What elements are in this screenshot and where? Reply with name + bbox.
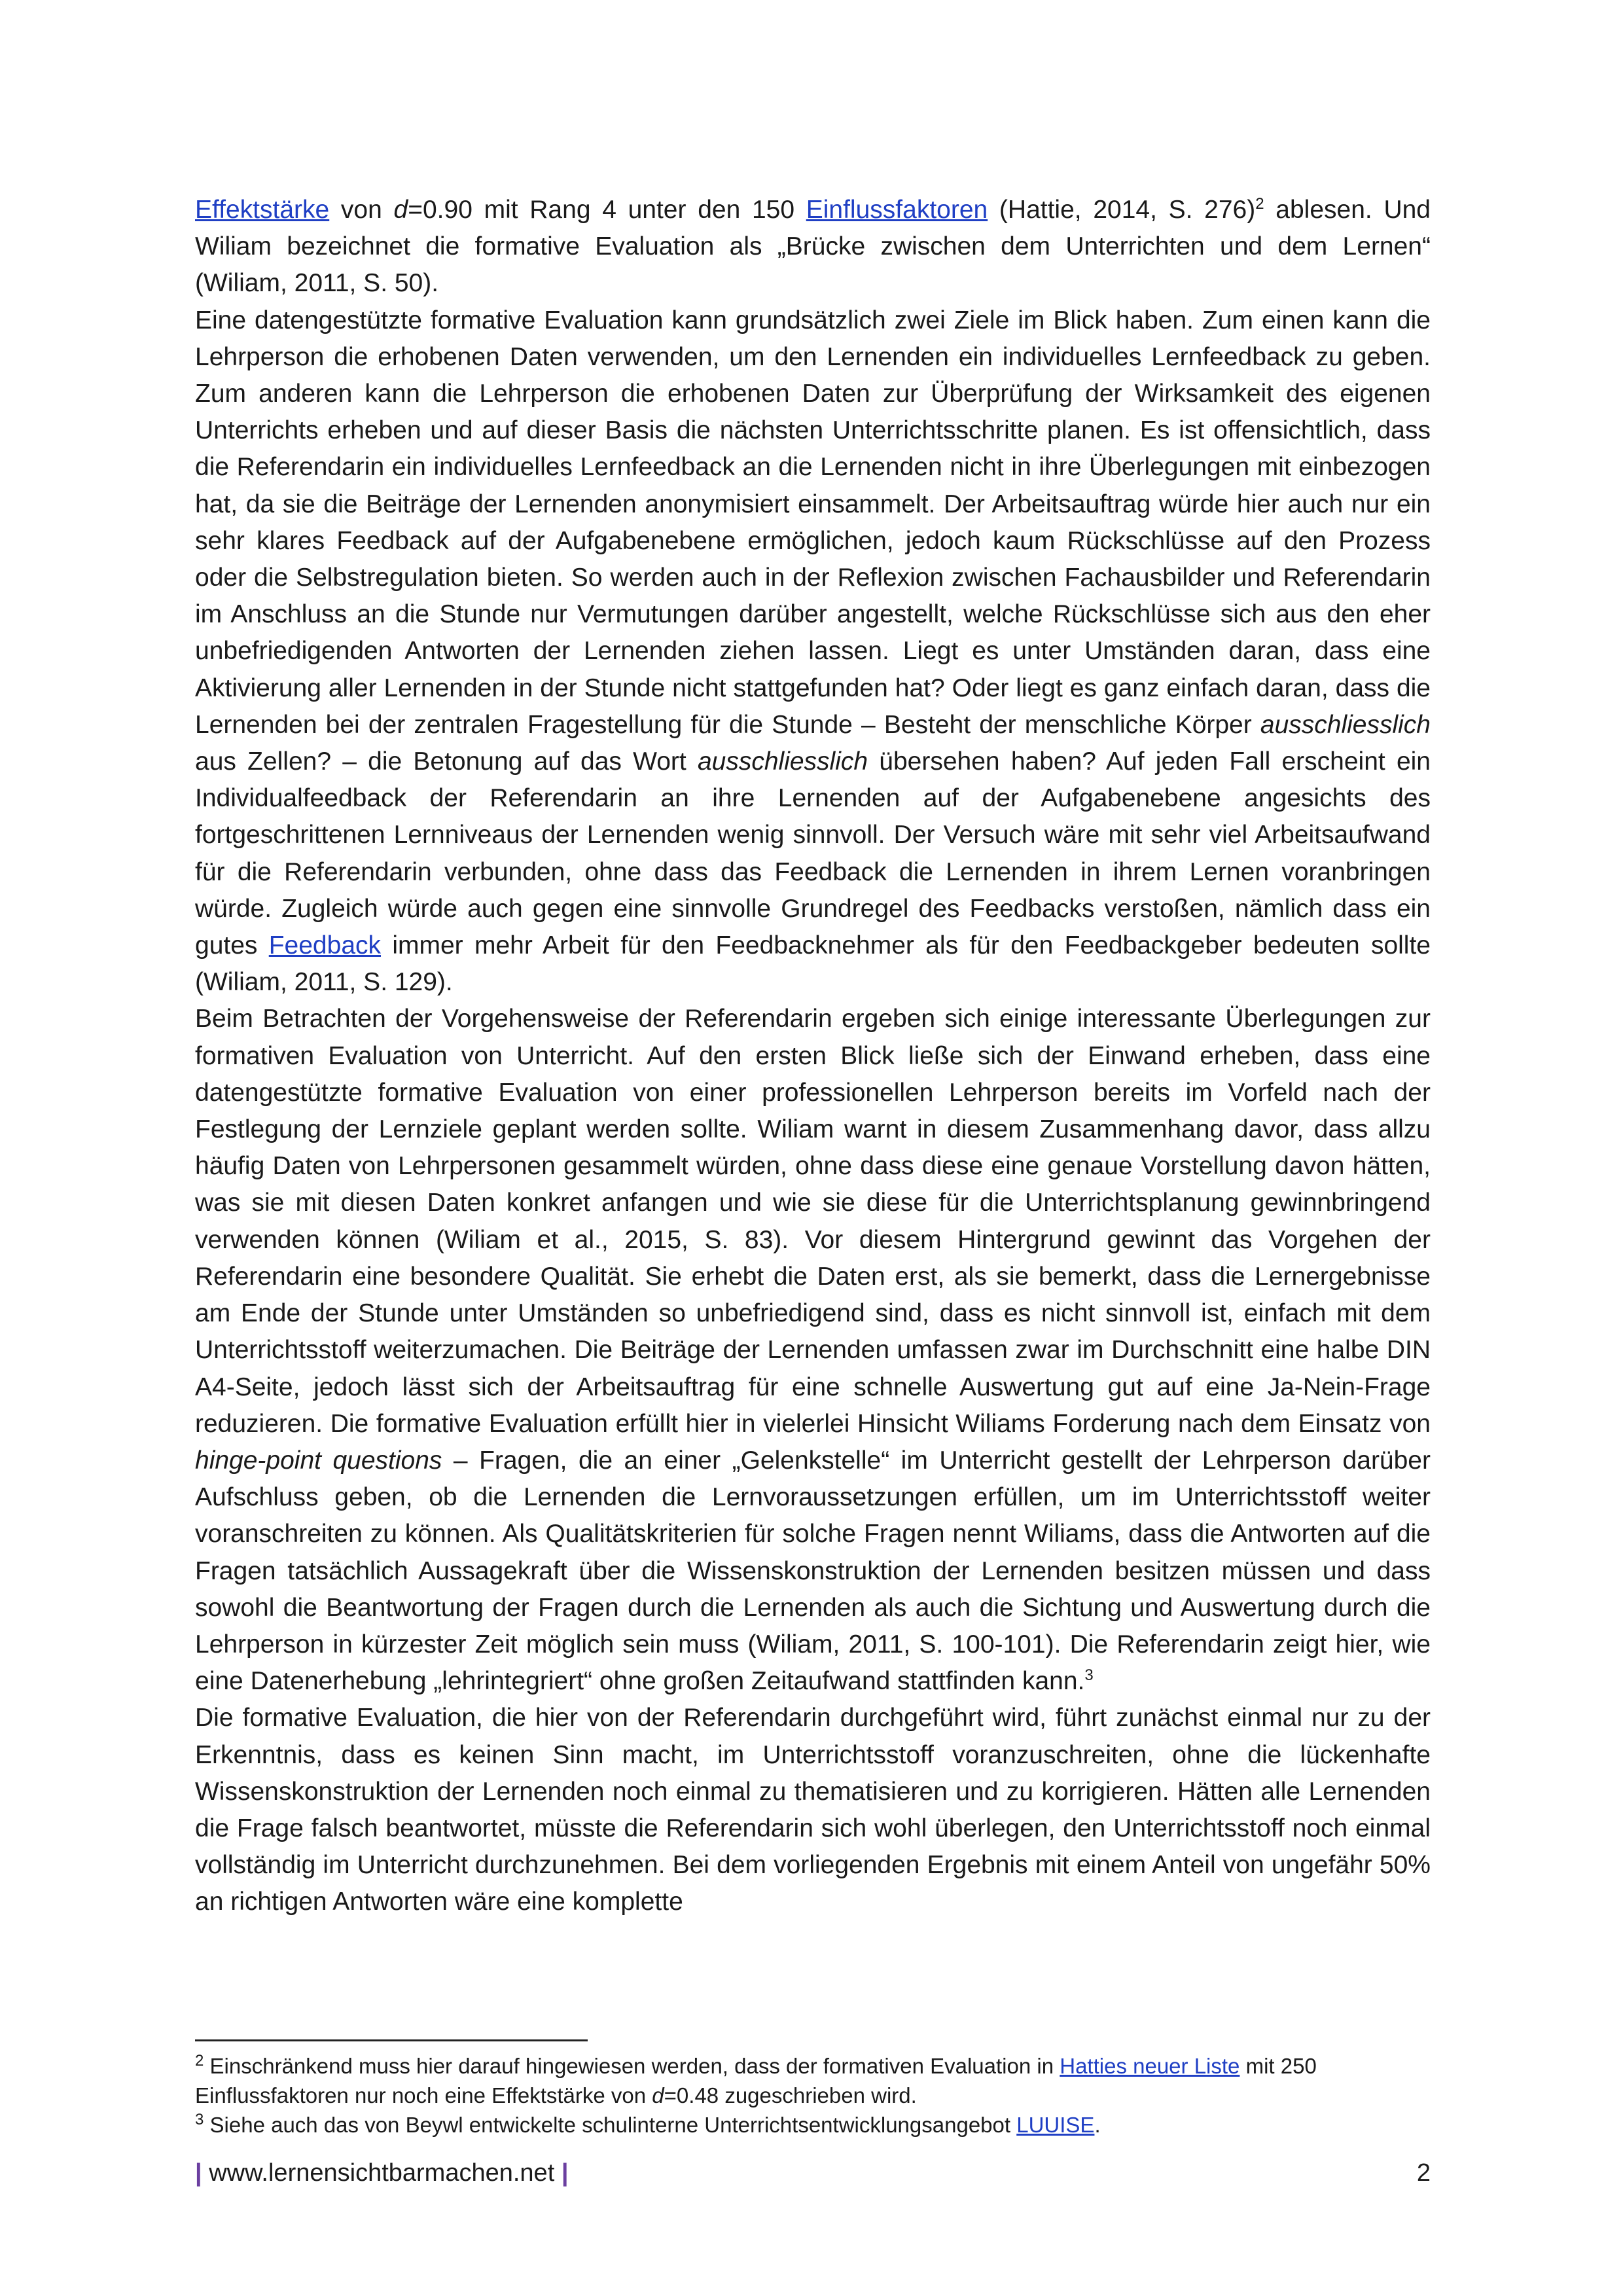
footer-bar-right: | bbox=[561, 2159, 569, 2187]
variable-d: d bbox=[393, 196, 408, 224]
text-run: Beim Betrachten der Vorgehensweise der Referendarin ergeben sich einige interessante Überlegungen zur formativen Evaluation von Unterricht. Auf den ersten Blick ließe sich der Einwand erheben, dass eine datengestützte formative Evaluation von einer professionellen Lehrperson bereits im Vorfeld nach der Festlegung der Lernziele geplant werden sollte. Wiliam warnt in diesem Zusammenhang davor, dass allzu häufig Daten von Lehrpersonen gesammelt würden, ohne dass diese eine genaue Vorstellung davon hätten, was sie mit diesen Daten konkret anfangen und wie sie diese für die Unterrichtsplanung gewinnbringend verwenden können (Wiliam et al., 2015, S. 83). Vor diesem Hintergrund gewinnt das Vorgehen der Referendarin eine besondere Qualität. Sie erhebt die Daten erst, als sie bemerkt, dass die Lernergebnisse am Ende der Stunde unter Umständen so unbefriedigend sind, dass es nicht sinnvoll ist, einfach mit dem Unterrichtsstoff weiterzumachen. Die Beiträge der Lernenden umfassen zwar im Durchschnitt eine halbe DIN A4-Seite, jedoch lässt sich der Arbeitsauftrag für eine schnelle Auswertung gut auf eine Ja-Nein-Frage reduzieren. Die formative Evaluation erfüllt hier in vielerlei Hinsicht Wiliams Forderung nach dem Einsatz von bbox=[195, 1005, 1431, 1438]
text-run: aus Zellen? – die Betonung auf das Wort bbox=[195, 747, 698, 776]
text-run: ablesen. Und Wiliam bezeichnet die formative Evaluation als „Brücke zwischen dem Unterrichten und dem Lernen“ (Wiliam, 2011, S. 50). bbox=[195, 196, 1431, 298]
link-feedback[interactable]: Feedback bbox=[268, 931, 382, 960]
text-run: mit 250 Einflussfaktoren nur noch eine Effektstärke von bbox=[195, 2054, 1317, 2108]
text-run: immer mehr Arbeit für den Feedbacknehmer als für den Feedbackgeber bedeuten sollte (Wiliam, 2011, S. 129). bbox=[195, 931, 1431, 997]
footnote-number: 3 bbox=[195, 2111, 204, 2128]
body-text bbox=[195, 192, 1431, 1921]
emphasis: ausschliesslich bbox=[697, 747, 868, 776]
text-run: Siehe auch das von Beywl entwickelte schulinterne Unterrichtsentwicklungsangebot bbox=[204, 2113, 1017, 2137]
text-run: Die formative Evaluation, die hier von der Referendarin durchgeführt wird, führt zunächst einmal nur zu der Erkenntnis, dass es keinen Sinn macht, im Unterrichtsstoff voranzuschreiten, ohne die lückenhafte Wissenskonstruktion der Lernenden noch einmal zu thematisieren und zu korrigieren. Hätten alle Lernenden die Frage falsch beantwortet, müsste die Referendarin sich wohl überlegen, den Unterrichtsstoff noch einmal vollständig im Unterricht durchzunehmen. Bei dem vorliegenden Ergebnis mit einem Anteil von ungefähr 50% an richtigen Antworten wäre eine komplette bbox=[195, 1704, 1431, 1916]
text-run: Eine datengestützte formative Evaluation kann grundsätzlich zwei Ziele im Blick haben. Zum einen kann die Lehrperson die erhobenen Daten verwenden, um den Lernenden ein individuelles Lernfeedback zu geben. Zum anderen kann die Lehrperson die erhobenen Daten zur Überprüfung der Wirksamkeit des eigenen Unterrichts erheben und auf dieser Basis die nächsten Unterrichtsschritte planen. Es ist offensichtlich, dass die Referendarin ein individuelles Lernfeedback an die Lernenden nicht in ihre Überlegungen mit einbezogen hat, da sie die Beiträge der Lernenden anonymisiert einsammelt. Der Arbeitsauftrag würde hier auch nur ein sehr klares Feedback auf der Aufgabenebene ermöglichen, jedoch kaum Rückschlüsse auf den Prozess oder die Selbstregulation bieten. So werden auch in der Reflexion zwischen Fachausbilder und Referendarin im Anschluss an die Stunde nur Vermutungen darüber angestellt, welche Rückschlüsse sich aus den eher unbefriedigenden Antworten der Lernenden ziehen lassen. Liegt es unter Umständen daran, dass eine Aktivierung aller Lernenden in der Stunde nicht stattgefunden hat? Oder liegt es ganz einfach daran, dass die Lernenden bei der zentralen Fragestellung für die Stunde – Besteht der menschliche Körper bbox=[195, 306, 1431, 739]
footnote-number: 2 bbox=[195, 2052, 204, 2070]
text-run: =0.48 zugeschrieben wird. bbox=[664, 2083, 917, 2108]
footnote-separator bbox=[195, 2039, 588, 2041]
text-run: . bbox=[1094, 2113, 1101, 2137]
text-run: =0.90 mit Rang 4 unter den 150 bbox=[408, 196, 806, 224]
page-footer bbox=[195, 2153, 1431, 2193]
text-run: (Hattie, 2014, S. 276) bbox=[988, 196, 1256, 224]
link-einflussfaktoren[interactable]: Einflussfaktoren bbox=[806, 196, 988, 224]
paragraph-1 bbox=[195, 192, 1431, 302]
link-luuise[interactable]: LUUISE bbox=[1016, 2113, 1095, 2137]
variable-d: d bbox=[652, 2083, 664, 2108]
footer-bar-left: | bbox=[195, 2159, 202, 2187]
page-number: 2 bbox=[1416, 2159, 1431, 2187]
text-run: Einschränkend muss hier darauf hingewiesen werden, dass der formativen Evaluation in bbox=[204, 2054, 1060, 2078]
link-effektstaerke[interactable]: Effektstärke bbox=[195, 196, 330, 224]
text-run: – Fragen, die an einer „Gelenkstelle“ im Unterricht gestellt der Lehrperson darüber Aufschluss geben, ob die Lernenden die Lernvoraussetzungen erfüllen, um im Unterrichtsstoff weiter voranschreiten zu können. Als Qualitätskriterien für solche Fragen nennt Wiliams, dass die Antworten auf die Fragen tatsächlich Aussagekraft über die Wissenskonstruktion der Lernenden besitzen müssen und dass sowohl die Beantwortung der Fragen durch die Lernenden als auch die Sichtung und Auswertung durch die Lehrperson in kürzester Zeit möglich sein muss (Wiliam, 2011, S. 100-101). Die Referendarin zeigt hier, wie eine Datenerhebung „lehrintegriert“ ohne großen Zeitaufwand stattfinden kann. bbox=[195, 1446, 1431, 1696]
emphasis: hinge-point questions bbox=[195, 1446, 442, 1475]
footer-url[interactable]: www.lernensichtbarmachen.net bbox=[209, 2159, 555, 2187]
text-run: von bbox=[329, 196, 394, 224]
paragraph-3 bbox=[195, 1001, 1431, 1700]
paragraph-4 bbox=[195, 1700, 1431, 1920]
footnotes bbox=[195, 2051, 1431, 2140]
footnote-ref-3[interactable]: 3 bbox=[1084, 1666, 1094, 1685]
paragraph-2 bbox=[195, 302, 1431, 1001]
emphasis: ausschliesslich bbox=[1260, 710, 1431, 739]
footnote-3 bbox=[195, 2110, 1431, 2140]
footnote-ref-2[interactable]: 2 bbox=[1255, 195, 1264, 213]
link-hatties-neuer-liste[interactable]: Hatties neuer Liste bbox=[1060, 2054, 1240, 2078]
text-run: übersehen haben? Auf jeden Fall erscheint ein Individualfeedback der Referendarin an ihre Lernenden auf der Aufgabenebene angesichts des fortgeschrittenen Lernniveaus der Lernenden wenig sinnvoll. Der Versuch wäre mit sehr viel Arbeitsaufwand für die Referendarin verbunden, ohne dass das Feedback die Lernenden in ihrem Lernen voranbringen würde. Zugleich würde auch gegen eine sinnvolle Grundregel des Feedbacks verstoßen, nämlich dass ein gutes bbox=[195, 747, 1431, 960]
footnote-2 bbox=[195, 2051, 1431, 2110]
